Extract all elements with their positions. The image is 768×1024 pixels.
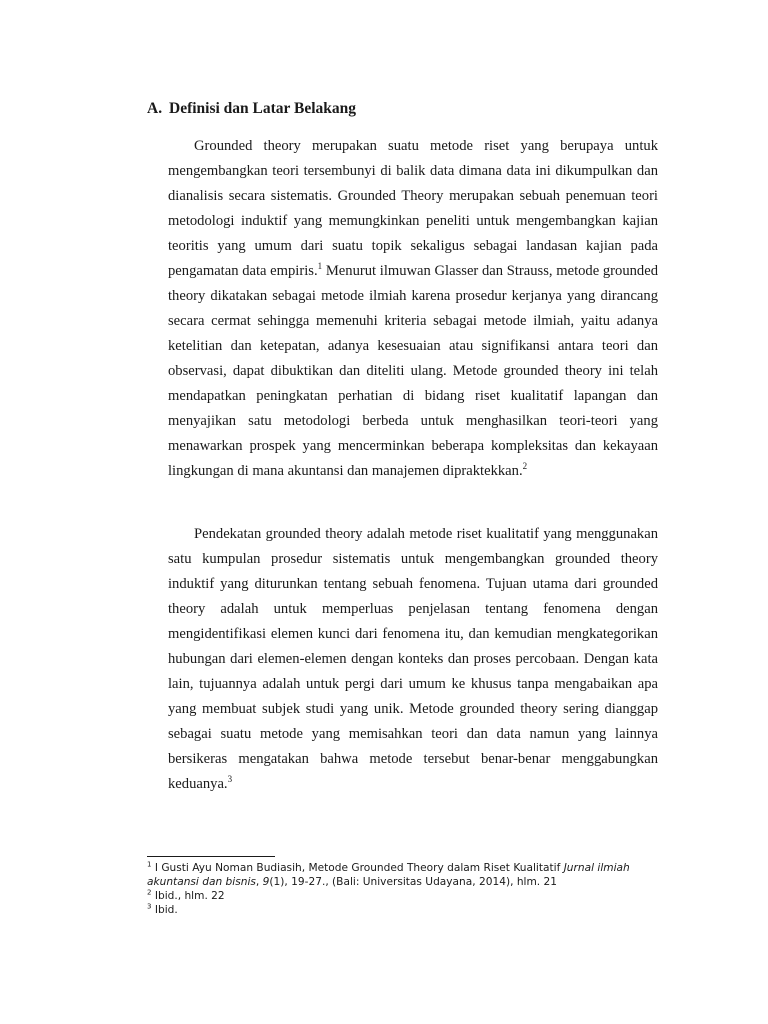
footnote-mark-3: 3 <box>147 902 152 911</box>
footnote-mark-2: 2 <box>147 888 152 897</box>
section-number: A. <box>147 100 163 117</box>
paragraph-1-text-a: Grounded theory merupakan suatu metode riset yang berupaya untuk mengembangkan teori tersembunyi di balik data dimana data ini dikumpulkan dan dianalisis secara sistematis. Grounded Theory merupakan sebuah penemuan teori metodologi induktif yang memungkinkan peneliti untuk mengembangkan kajian teoritis yang umum dari suatu topik sekaligus sebagai landasan kajian pada pengamatan data empiris. <box>168 138 658 279</box>
body-paragraph-1 <box>168 134 658 484</box>
section-heading <box>147 100 356 118</box>
footnote-1-journal: Jurnal ilmiah akuntansi dan bisnis <box>147 862 630 888</box>
footnote-1 <box>147 861 647 889</box>
footnotes <box>147 861 647 917</box>
footnote-separator <box>147 856 275 857</box>
footnote-mark-1: 1 <box>147 860 152 869</box>
footnote-3 <box>147 903 647 917</box>
footnote-ref-3: 3 <box>227 774 233 785</box>
footnote-1-volume: 9 <box>262 876 270 888</box>
footnote-3-text: Ibid. <box>154 904 178 916</box>
footnote-1-text-before: I Gusti Ayu Noman Budiasih, Metode Grounded Theory dalam Riset Kualitatif <box>154 862 564 874</box>
body-paragraph-2 <box>168 522 658 797</box>
footnote-1-sep: , <box>255 876 263 888</box>
footnote-2 <box>147 889 647 903</box>
footnote-1-text-after: (1), 19-27., (Bali: Universitas Udayana, 2014), hlm. 21 <box>269 876 558 888</box>
footnote-ref-1: 1 <box>317 261 323 272</box>
section-title: Definisi dan Latar Belakang <box>169 100 357 117</box>
paragraph-2-text: Pendekatan grounded theory adalah metode riset kualitatif yang menggunakan satu kumpulan prosedur sistematis untuk mengembangkan grounded theory induktif yang diturunkan tentang sebuah fenomena. Tujuan utama dari grounded theory adalah untuk memperluas penjelasan tentang fenomena dengan mengidentifikasi elemen kunci dari fenomena itu, dan kemudian mengkategorikan hubungan dari elemen-elemen dengan konteks dan proses percobaan. Dengan kata lain, tujuannya adalah untuk pergi dari umum ke khusus tanpa mengabaikan apa yang membuat subjek studi yang unik. Metode grounded theory sering dianggap sebagai suatu metode yang memisahkan teori dan data namun yang lainnya bersikeras mengatakan bahwa metode tersebut benar-benar menggabungkan keduanya. <box>168 526 658 792</box>
footnote-2-text: Ibid., hlm. 22 <box>154 890 225 902</box>
footnote-ref-2: 2 <box>522 461 528 472</box>
paragraph-1-text-b: Menurut ilmuwan Glasser dan Strauss, metode grounded theory dikatakan sebagai metode ilmiah karena prosedur kerjanya yang dirancang secara cermat sehingga memenuhi kriteria sebagai metode ilmiah, yaitu adanya ketelitian dan ketepatan, adanya kesesuaian atau signifikansi antara teori dan observasi, dapat dibuktikan dan diteliti ulang. Metode grounded theory ini telah mendapatkan peningkatan perhatian di bidang riset kualitatif lapangan dan menyajikan satu metodologi berbeda untuk menghasilkan teori-teori yang menawarkan prospek yang mencerminkan beberapa kompleksitas dan kekayaan lingkungan di mana akuntansi dan manajemen dipraktekkan. <box>168 263 658 479</box>
